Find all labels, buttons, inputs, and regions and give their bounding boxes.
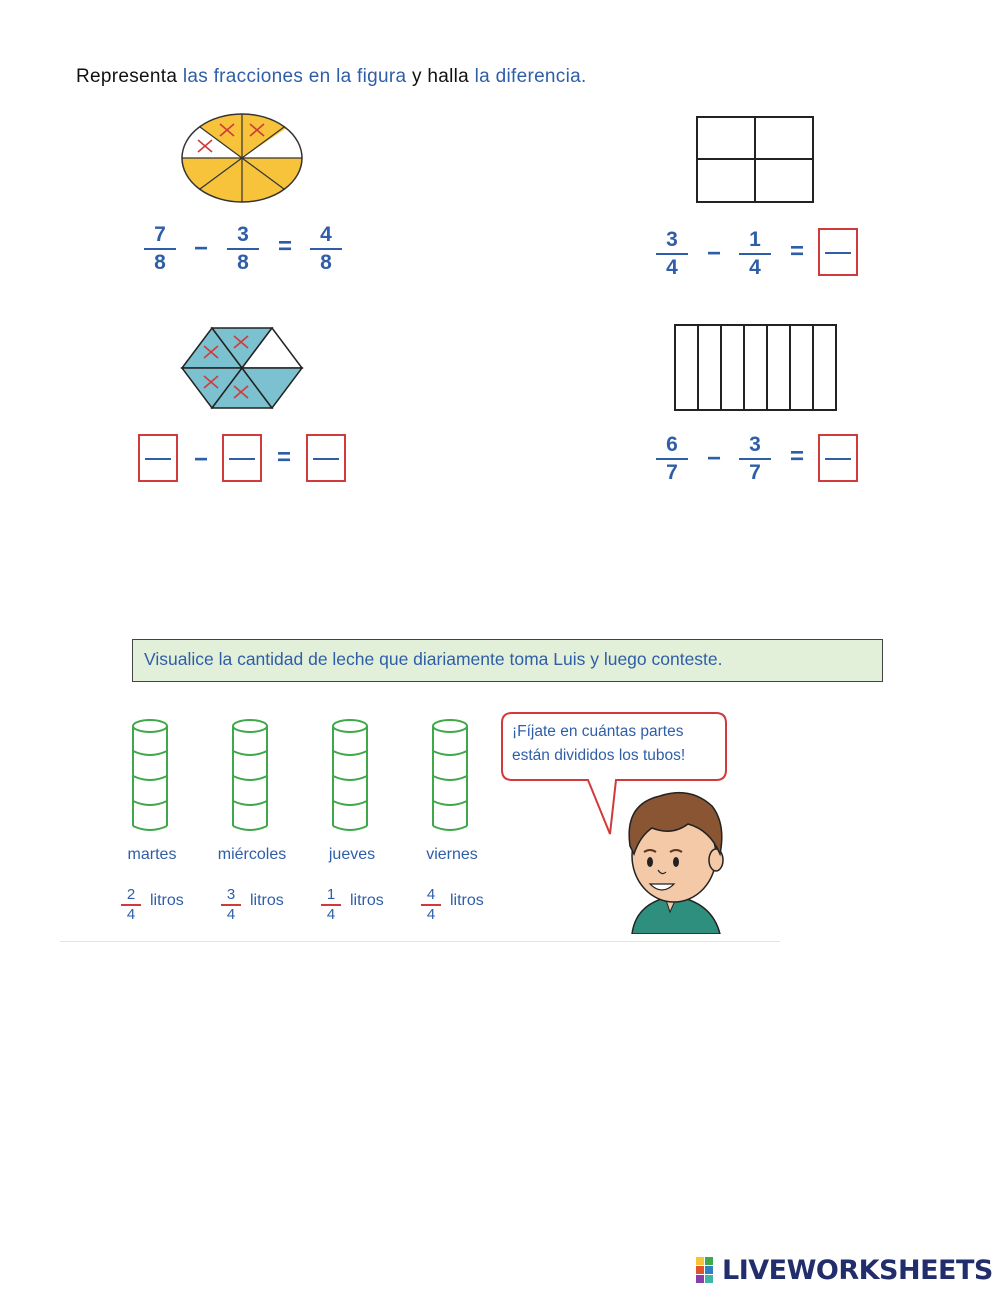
tube-miercoles [233,720,267,830]
day-label: jueves [328,846,376,863]
logo-icon [696,1257,722,1283]
instruction-box: Visualice la cantidad de leche que diariamente toma Luis y luego conteste. [132,639,883,682]
rectangle-7-figure[interactable] [674,324,838,412]
minus-sign: − [193,446,208,473]
unit-label: litros [450,892,484,909]
day-label: viernes [426,846,478,863]
fraction-ex1-a: 7 8 [140,223,180,275]
unit-label: litros [250,892,284,909]
equals-sign: = [276,444,291,471]
page-title: Representa las fracciones en la figura y halla la diferencia. [76,66,587,87]
circle-figure [180,112,306,204]
logo-text: LIVEWORKSHEETS [722,1254,993,1286]
day-label: miércoles [217,846,287,863]
tube-viernes [433,720,467,830]
milk-tubes [128,716,488,838]
equals-sign: = [789,238,804,265]
minus-sign: − [706,445,721,472]
boy-character [612,784,736,934]
day-fraction: 1 4 [318,886,344,924]
fraction-ex4-a: 6 7 [652,433,692,485]
hexagon-figure [180,326,306,410]
answer-box-ex2[interactable] [818,228,858,276]
fraction-ex4-b: 3 7 [735,433,775,485]
fraction-ex2-b: 1 4 [735,228,775,280]
unit-label: litros [350,892,384,909]
fraction-ex2-a: 3 4 [652,228,692,280]
unit-label: litros [150,892,184,909]
tube-martes [133,720,167,830]
answer-box-ex3-b[interactable] [222,434,262,482]
speech-bubble-text: ¡Fíjate en cuántas partes están divididos los tubos! [512,723,686,764]
day-fraction: 2 4 [118,886,144,924]
answer-box-ex3-result[interactable] [306,434,346,482]
rectangle-4-figure[interactable] [696,116,816,204]
fraction-ex1-result: 4 8 [306,223,346,275]
answer-box-ex4[interactable] [818,434,858,482]
equals-sign: = [789,443,804,470]
tube-jueves [333,720,367,830]
answer-box-ex3-a[interactable] [138,434,178,482]
minus-sign: − [193,235,208,262]
divider [60,941,780,942]
day-fraction: 3 4 [218,886,244,924]
circle-divisions [182,114,302,202]
liveworksheets-logo [696,1255,993,1285]
day-label: martes [127,846,177,863]
fraction-ex1-b: 3 8 [223,223,263,275]
equals-sign: = [277,233,292,260]
day-fraction: 4 4 [418,886,444,924]
minus-sign: − [706,240,721,267]
